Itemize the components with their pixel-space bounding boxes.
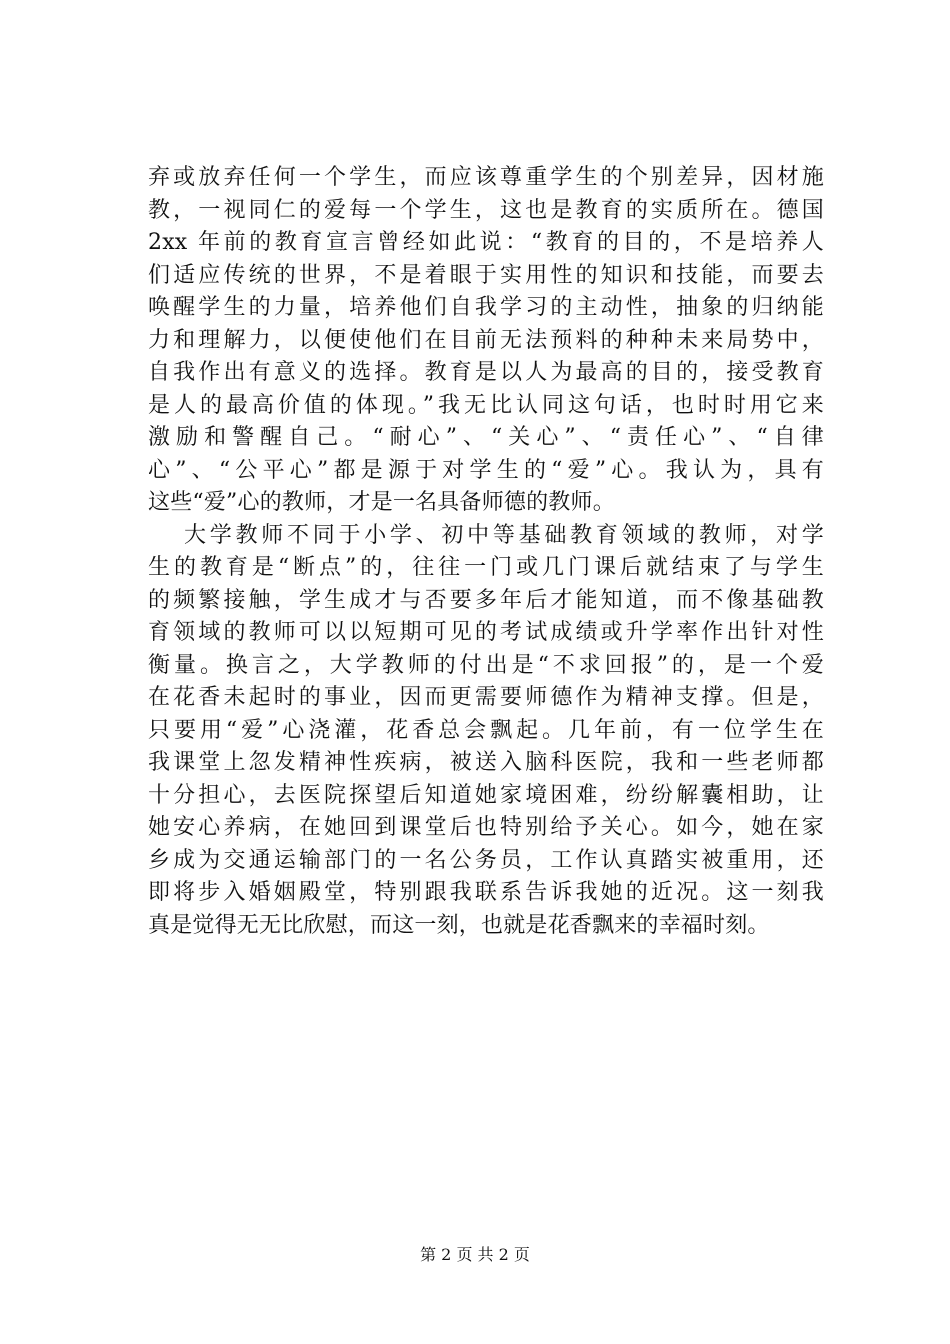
text-line: 激励和警醒自己。“耐心”、“关心”、“责任心”、“自律 — [148, 425, 824, 450]
text-line: 育领域的教师可以以短期可见的考试成绩或升学率作出针对性 — [148, 620, 824, 645]
body-text — [148, 162, 824, 942]
paragraph — [148, 162, 824, 520]
text-line: 力和理解力，以便使他们在目前无法预料的种种未来局势中， — [148, 327, 824, 353]
page-number: 第 2 页 共 2 页 — [420, 1245, 530, 1264]
text-line: 即将步入婚姻殿堂，特别跟我联系告诉我她的近况。这一刻我 — [148, 880, 824, 905]
text-line: 自我作出有意义的选择。教育是以人为最高的目的，接受教育 — [148, 360, 824, 385]
text-line: 这些“爱”心的教师，才是一名具备师德的教师。 — [148, 490, 615, 515]
text-line: 真是觉得无无比欣慰，而这一刻，也就是花香飘来的幸福时刻。 — [148, 912, 770, 938]
text-line: 教，一视同仁的爱每一个学生，这也是教育的实质所在。德国 — [148, 197, 824, 223]
text-line: 生的教育是“断点”的，往往一门或几门课后就结束了与学生 — [148, 555, 824, 580]
text-line: 大学教师不同于小学、初中等基础教育领域的教师，对学 — [184, 522, 824, 548]
text-line: 2xx 年前的教育宣言曾经如此说：“教育的目的，不是培养人 — [148, 230, 824, 255]
text-line: 她安心养病，在她回到课堂后也特别给予关心。如今，她在家 — [148, 815, 824, 840]
text-line: 在花香未起时的事业，因而更需要师德作为精神支撑。但是， — [148, 685, 824, 710]
text-line: 十分担心，去医院探望后知道她家境困难，纷纷解囊相助，让 — [148, 782, 824, 808]
text-line: 只要用“爱”心浇灌，花香总会飘起。几年前，有一位学生在 — [148, 717, 824, 743]
text-line: 衡量。换言之，大学教师的付出是“不求回报”的，是一个爱 — [148, 652, 824, 678]
text-line: 我课堂上忽发精神性疾病，被送入脑科医院，我和一些老师都 — [148, 750, 824, 775]
page-footer — [0, 1244, 950, 1266]
text-line: 的频繁接触，学生成才与否要多年后才能知道，而不像基础教 — [148, 587, 824, 613]
text-line: 是人的最高价值的体现。”我无比认同这句话，也时时用它来 — [148, 392, 824, 418]
text-line: 乡成为交通运输部门的一名公务员，工作认真踏实被重用，还 — [148, 847, 824, 873]
paragraph — [148, 520, 824, 943]
text-line: 弃或放弃任何一个学生，而应该尊重学生的个别差异，因材施 — [148, 165, 824, 190]
text-line: 们适应传统的世界，不是着眼于实用性的知识和技能，而要去 — [148, 262, 824, 288]
text-line: 心”、“公平心”都是源于对学生的“爱”心。我认为，具有 — [148, 457, 824, 483]
text-line: 唤醒学生的力量，培养他们自我学习的主动性，抽象的归纳能 — [148, 295, 824, 320]
